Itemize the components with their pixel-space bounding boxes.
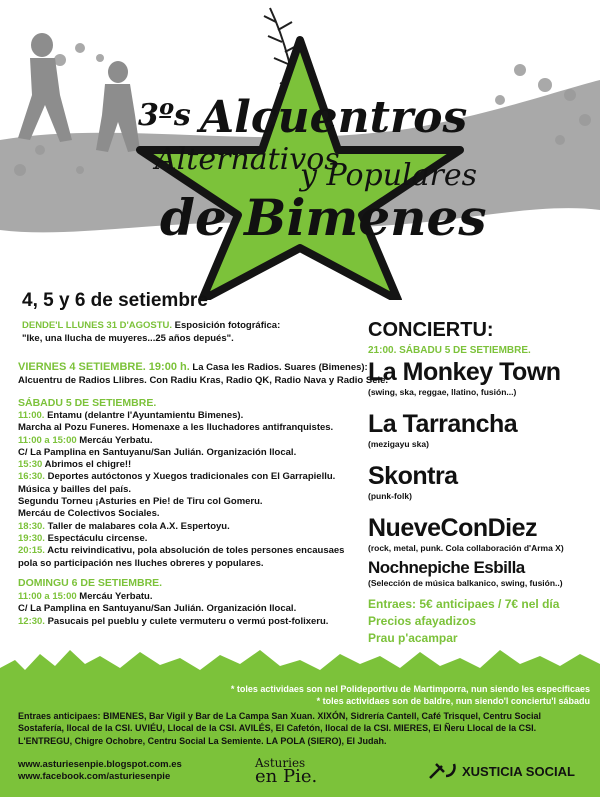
schedule-text: Taller de malabares cola A.X. Espertoyu. [47, 520, 230, 532]
title-line1: Alcuentros [200, 92, 468, 143]
notes [190, 683, 590, 708]
schedule-text: Música y bailles del país. [18, 483, 131, 495]
schedule-text: Pasucais pel pueblu y culete vermuteru o vermú post-folixeru. [47, 615, 329, 627]
note-venue: * toles actividaes son nel Polideportivu de Martimporra, nun siendo les especificaes [230, 684, 590, 694]
expo-title: "Ike, una llucha de muyeres...25 años depués". [22, 333, 234, 344]
title-line3: y Populares [300, 158, 478, 193]
schedule-item [18, 533, 344, 545]
band-item [368, 558, 593, 588]
schedule-text: C/ La Pamplina en Santuyanu/San Julián. Organización llocal. [18, 446, 297, 458]
schedule-item [18, 459, 344, 471]
friday-line1 [18, 361, 368, 374]
sunday-heading: DOMINGU 6 DE SETIEMBRE. [18, 577, 163, 589]
schedule-item [18, 603, 328, 615]
schedule-text: Entamu (delantre l'Ayuntamientu Bimenes). [47, 410, 244, 421]
facebook-link[interactable]: www.facebook.com/asturiesenpie [18, 771, 171, 782]
schedule-text: C/ La Pamplina en Santuyanu/San Julián. Organización llocal. [18, 603, 297, 615]
expo-line1 [22, 320, 280, 332]
schedule-time: 15:30 [18, 459, 43, 471]
band-list [368, 358, 593, 588]
band-item [368, 358, 593, 410]
schedule-text: Mercáu Yerbatu. [79, 434, 153, 446]
schedule-item [18, 422, 344, 434]
schedule-text: Marcha al Pozu Funeres. Homenaxe a les lluchadores antifranquistes. [18, 422, 334, 434]
ticket-line1: Entraes anticipaes: BIMENES, Bar Vigil y Bar de La Campa San Xuan. XIXÓN, Sidrería Cantell, Café Trisquel, Centru Social [18, 711, 541, 721]
schedule-time: 11:00. [18, 410, 45, 421]
hammer-sickle-icon [428, 762, 458, 780]
schedule-text: Deportes autóctonos y Xuegos tradicionales con El Garrapiellu. [47, 471, 336, 483]
band-name: La Tarrancha [368, 410, 518, 438]
cheap-prices: Precios afayadizos [368, 614, 477, 628]
schedule-item [18, 508, 344, 520]
xusticia-social-logo [428, 762, 575, 780]
ticket-prices: Entraes: 5€ anticipaes / 7€ nel día [368, 597, 560, 611]
band-name: La Monkey Town [368, 358, 561, 386]
schedule-text: Espectáculu circense. [47, 532, 148, 544]
band-genre: (Selección de música balkanico, swing, fusión..) [368, 578, 563, 588]
friday-time: VIERNES 4 SETIEMBRE. 19:00 h. [18, 361, 190, 373]
schedule-item [18, 435, 344, 447]
ticket-line2: Sostafería, llocal de la CSI. UVIÉU, Llocal de la CSI. AVILÉS, El Cafetón, llocal de la CSI. MIERES, El Ñeru Llocal de la CSI. [18, 723, 537, 734]
band-item [368, 410, 593, 462]
schedule-item [18, 545, 344, 557]
friday-place: La Casa les Radios. Suares (Bimenes): [192, 362, 368, 373]
blog-link[interactable]: www.asturiesenpie.blogspot.com.es [18, 759, 182, 770]
schedule-item [18, 496, 344, 508]
band-genre: (swing, ska, reggae, llatino, fusión...) [368, 387, 517, 397]
band-genre: (rock, metal, punk. Cola collaboración d'Arma X) [368, 543, 564, 553]
logo-bottom: en Pie. [255, 766, 318, 787]
band-item [368, 514, 593, 558]
schedule-time: 11:00 a 15:00 [18, 434, 77, 446]
schedule-text: Abrimos el chigre!! [44, 459, 132, 471]
schedule-item [18, 558, 344, 570]
expo-time: DENDE'L LLUNES 31 D'AGOSTU. [22, 320, 173, 331]
saturday-heading: SÁBADU 5 DE SETIEMBRE. [18, 397, 157, 409]
saturday-schedule [18, 410, 344, 570]
schedule-text: Mercáu de Colectivos Sociales. [18, 508, 160, 520]
schedule-item [18, 471, 344, 483]
band-genre: (punk-folk) [368, 491, 412, 501]
band-name: Skontra [368, 462, 458, 490]
schedule-item [18, 616, 328, 628]
schedule-time: 12:30. [18, 615, 45, 627]
expo-label: Esposición fotográfica: [174, 320, 281, 331]
band-name: NueveConDiez [368, 514, 538, 542]
schedule-item [18, 410, 344, 422]
sunday-schedule [18, 591, 328, 628]
note-free: * toles actividaes son de baldre, nun siendo'l conciertu'l sábadu [316, 696, 590, 707]
asturies-en-pie-logo [255, 756, 317, 787]
concert-heading: CONCIERTU: [368, 319, 494, 341]
schedule-time: 19:30. [18, 532, 45, 544]
camping: Prau p'acampar [368, 631, 458, 645]
logo-top: Asturies [255, 756, 306, 770]
schedule-time: 18:30. [18, 520, 45, 532]
band-name: Nochnepiche Esbilla [368, 558, 525, 577]
schedule-time: 11:00 a 15:00 [18, 591, 77, 602]
logo-text: XUSTICIA SOCIAL [462, 763, 575, 779]
schedule-time: 16:30. [18, 471, 45, 483]
friday-desc: Alcuentru de Radios Llibres. Con Radiu Kras, Radio QK, Radio Nava y Radio Sele. [18, 375, 389, 386]
band-item [368, 462, 593, 514]
schedule-item [18, 447, 344, 459]
title-edition: 3ºs [138, 98, 191, 133]
schedule-text: Segundu Torneu ¡Asturies en Pie! de Tiru col Gomeru. [18, 496, 263, 508]
schedule-item [18, 484, 344, 496]
schedule-text: pola so participación nes lluches obreres y populares. [18, 557, 264, 569]
schedule-item [18, 521, 344, 533]
event-dates: 4, 5 y 6 de setiembre [22, 290, 208, 311]
schedule-text: Mercáu Yerbatu. [79, 591, 153, 602]
band-genre: (mezigayu ska) [368, 439, 429, 449]
concert-time: 21:00. SÁBADU 5 DE SETIEMBRE. [368, 345, 531, 356]
schedule-text: Actu reivindicativu, pola absolución de toles persones encausaes [47, 545, 345, 557]
ticket-line3: L'ENTREGU, Chigre Ochobre, Centru Social La Semiente. LA POLA (SIERO), El Judah. [18, 735, 387, 746]
schedule-time: 20:15. [18, 545, 45, 557]
title-line4: de Bimenes [160, 188, 487, 247]
title-line2: Alternativos [155, 142, 340, 177]
ticket-points [18, 710, 541, 747]
schedule-item [18, 591, 328, 603]
